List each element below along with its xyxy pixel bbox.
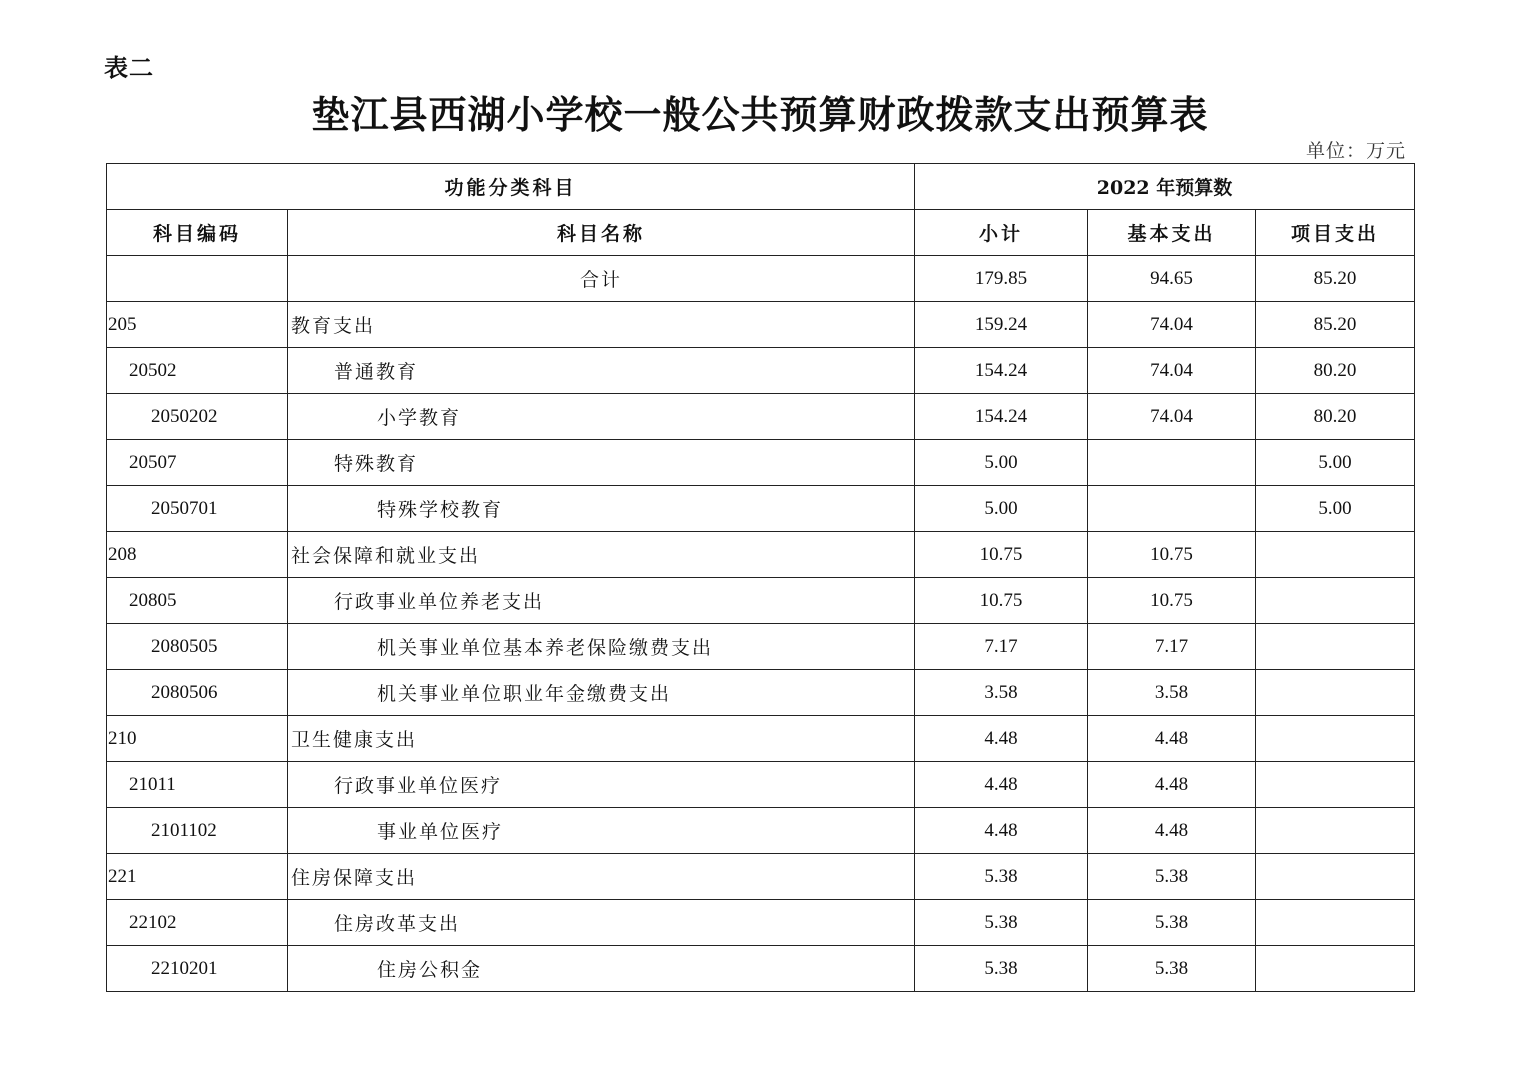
row-project (1256, 946, 1415, 992)
table-row (107, 624, 1415, 670)
row-project (1256, 532, 1415, 578)
row-code: 20507 (107, 440, 288, 486)
header-name: 科目名称 (288, 210, 915, 256)
total-project: 85.20 (1256, 256, 1415, 302)
row-subtotal: 5.00 (915, 440, 1088, 486)
row-basic: 74.04 (1088, 394, 1256, 440)
row-name: 机关事业单位基本养老保险缴费支出 (288, 624, 915, 670)
row-project (1256, 578, 1415, 624)
unit-label: 单位：万元 (1305, 140, 1406, 162)
header-budget-year: 2022 年预算数 (915, 164, 1415, 210)
row-name: 住房保障支出 (288, 854, 915, 900)
row-code: 20805 (107, 578, 288, 624)
row-name: 小学教育 (288, 394, 915, 440)
row-project: 80.20 (1256, 348, 1415, 394)
row-name: 行政事业单位养老支出 (288, 578, 915, 624)
row-project (1256, 762, 1415, 808)
row-name: 事业单位医疗 (288, 808, 915, 854)
row-code: 2080506 (107, 670, 288, 716)
row-subtotal: 10.75 (915, 532, 1088, 578)
table-row (107, 348, 1415, 394)
row-subtotal: 4.48 (915, 762, 1088, 808)
row-basic: 4.48 (1088, 762, 1256, 808)
budget-table (106, 163, 1415, 992)
header-basic: 基本支出 (1088, 210, 1256, 256)
row-code: 205 (107, 302, 288, 348)
row-name: 教育支出 (288, 302, 915, 348)
table-row (107, 716, 1415, 762)
row-subtotal: 159.24 (915, 302, 1088, 348)
row-basic: 10.75 (1088, 532, 1256, 578)
row-basic (1088, 440, 1256, 486)
row-basic: 74.04 (1088, 302, 1256, 348)
row-project: 80.20 (1256, 394, 1415, 440)
row-project (1256, 900, 1415, 946)
total-subtotal: 179.85 (915, 256, 1088, 302)
row-subtotal: 154.24 (915, 348, 1088, 394)
row-project: 85.20 (1256, 302, 1415, 348)
row-name: 特殊学校教育 (288, 486, 915, 532)
row-subtotal: 10.75 (915, 578, 1088, 624)
header-functional-category: 功能分类科目 (107, 164, 915, 210)
row-name: 特殊教育 (288, 440, 915, 486)
row-subtotal: 154.24 (915, 394, 1088, 440)
table-row (107, 440, 1415, 486)
row-subtotal: 5.00 (915, 486, 1088, 532)
table-row (107, 762, 1415, 808)
row-basic: 5.38 (1088, 900, 1256, 946)
row-project: 5.00 (1256, 486, 1415, 532)
row-basic: 4.48 (1088, 716, 1256, 762)
row-project (1256, 854, 1415, 900)
total-row (107, 256, 1415, 302)
table-row (107, 394, 1415, 440)
row-name: 机关事业单位职业年金缴费支出 (288, 670, 915, 716)
table-row (107, 486, 1415, 532)
total-code (107, 256, 288, 302)
row-subtotal: 4.48 (915, 808, 1088, 854)
table-row (107, 946, 1415, 992)
row-code: 2101102 (107, 808, 288, 854)
row-basic: 10.75 (1088, 578, 1256, 624)
row-code: 2050701 (107, 486, 288, 532)
document-title: 垫江县西湖小学校一般公共预算财政拨款支出预算表 (311, 92, 1209, 137)
row-name: 行政事业单位医疗 (288, 762, 915, 808)
table-row (107, 532, 1415, 578)
row-code: 208 (107, 532, 288, 578)
budget-table-body (107, 164, 1415, 992)
table-row (107, 808, 1415, 854)
row-code: 221 (107, 854, 288, 900)
row-code: 21011 (107, 762, 288, 808)
table-number-label: 表二 (104, 54, 154, 82)
total-label: 合计 (288, 256, 915, 302)
table-row (107, 302, 1415, 348)
row-subtotal: 5.38 (915, 946, 1088, 992)
row-project (1256, 808, 1415, 854)
header-project: 项目支出 (1256, 210, 1415, 256)
row-subtotal: 7.17 (915, 624, 1088, 670)
header-code: 科目编码 (107, 210, 288, 256)
total-basic: 94.65 (1088, 256, 1256, 302)
row-project (1256, 624, 1415, 670)
table-row (107, 670, 1415, 716)
row-basic: 74.04 (1088, 348, 1256, 394)
row-subtotal: 4.48 (915, 716, 1088, 762)
row-project: 5.00 (1256, 440, 1415, 486)
header-row-bottom (107, 210, 1415, 256)
row-code: 2080505 (107, 624, 288, 670)
row-code: 2210201 (107, 946, 288, 992)
row-code: 20502 (107, 348, 288, 394)
header-row-top (107, 164, 1415, 210)
row-name: 卫生健康支出 (288, 716, 915, 762)
row-basic (1088, 486, 1256, 532)
row-subtotal: 5.38 (915, 854, 1088, 900)
row-project (1256, 716, 1415, 762)
row-basic: 5.38 (1088, 854, 1256, 900)
table-row (107, 900, 1415, 946)
row-project (1256, 670, 1415, 716)
row-name: 住房改革支出 (288, 900, 915, 946)
row-basic: 5.38 (1088, 946, 1256, 992)
table-row (107, 854, 1415, 900)
row-basic: 7.17 (1088, 624, 1256, 670)
row-name: 普通教育 (288, 348, 915, 394)
row-name: 社会保障和就业支出 (288, 532, 915, 578)
row-basic: 4.48 (1088, 808, 1256, 854)
row-basic: 3.58 (1088, 670, 1256, 716)
row-subtotal: 5.38 (915, 900, 1088, 946)
table-row (107, 578, 1415, 624)
header-subtotal: 小计 (915, 210, 1088, 256)
row-code: 22102 (107, 900, 288, 946)
row-name: 住房公积金 (288, 946, 915, 992)
row-code: 2050202 (107, 394, 288, 440)
row-code: 210 (107, 716, 288, 762)
row-subtotal: 3.58 (915, 670, 1088, 716)
